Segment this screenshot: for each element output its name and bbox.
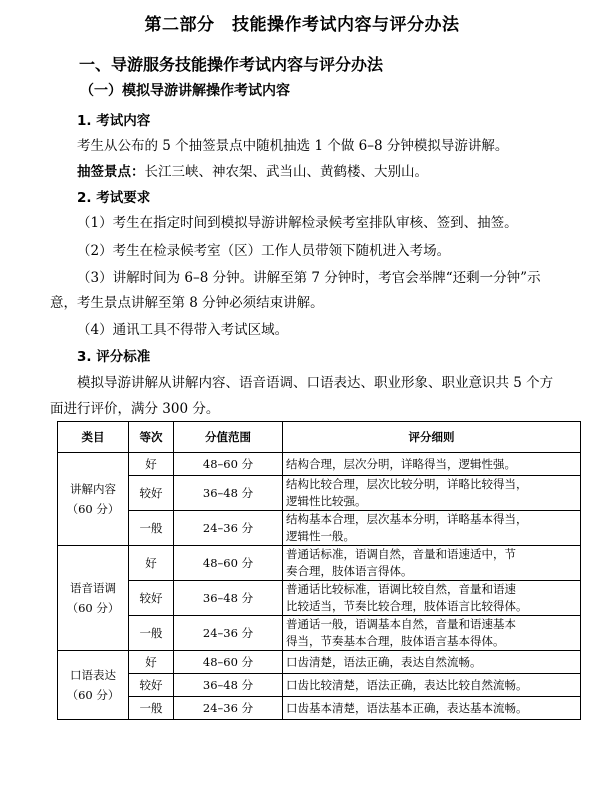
detail-cell: 口齿清楚，语法正确，表达自然流畅。 [283, 651, 581, 674]
heading-exam-content: 1. 考试内容 [77, 113, 151, 129]
header-category: 类目 [58, 422, 129, 453]
section-heading: 一、导游服务技能操作考试内容与评分办法 [79, 55, 384, 74]
table-row [58, 453, 581, 476]
range-cell: 36–48 分 [174, 581, 283, 616]
heading-scoring: 3. 评分标准 [77, 349, 151, 365]
range-cell: 48–60 分 [174, 453, 283, 476]
heading-exam-requirements: 2. 考试要求 [77, 190, 151, 206]
table-row [58, 581, 581, 616]
grade-cell: 较好 [129, 674, 174, 697]
category-cell: 口语表达 （60 分） [58, 651, 129, 720]
table-header-row [58, 422, 581, 453]
range-cell: 36–48 分 [174, 674, 283, 697]
table-row [58, 616, 581, 651]
header-range: 分值范围 [174, 422, 283, 453]
grade-cell: 较好 [129, 476, 174, 511]
spots-list: 长江三峡、神农架、武当山、黄鹤楼、大别山。 [144, 164, 428, 180]
header-grade: 等次 [129, 422, 174, 453]
table-row [58, 674, 581, 697]
range-cell: 24–36 分 [174, 616, 283, 651]
detail-cell: 普通话标准，语调自然，音量和语速适中，节 奏合理，肢体语言得体。 [283, 546, 581, 581]
grade-cell: 一般 [129, 511, 174, 546]
table-row [58, 511, 581, 546]
grade-cell: 较好 [129, 581, 174, 616]
range-cell: 24–36 分 [174, 697, 283, 720]
requirement-1: （1）考生在指定时间到模拟导游讲解检录候考室排队审核、签到、抽签。 [77, 215, 518, 231]
detail-cell: 结构基本合理，层次基本分明，详略基本得当， 逻辑性一般。 [283, 511, 581, 546]
grade-cell: 一般 [129, 616, 174, 651]
grade-cell: 好 [129, 453, 174, 476]
detail-cell: 口齿比较清楚，语法正确，表达比较自然流畅。 [283, 674, 581, 697]
range-cell: 24–36 分 [174, 511, 283, 546]
table-row [58, 546, 581, 581]
detail-cell: 普通话一般，语调基本自然，音量和语速基本 得当，节奏基本合理，肢体语言基本得体。 [283, 616, 581, 651]
requirement-3-line-2: 意，考生景点讲解至第 8 分钟必须结束讲解。 [50, 295, 324, 311]
scoring-intro-line-2: 面进行评价，满分 300 分。 [50, 401, 220, 417]
scoring-table [57, 421, 581, 720]
detail-cell: 结构合理，层次分明，详略得当，逻辑性强。 [283, 453, 581, 476]
spots-label: 抽签景点： [77, 164, 145, 180]
grade-cell: 好 [129, 651, 174, 674]
detail-cell: 口齿基本清楚，语法基本正确，表达基本流畅。 [283, 697, 581, 720]
subsection-heading: （一）模拟导游讲解操作考试内容 [80, 83, 290, 99]
paragraph-spots [77, 160, 428, 180]
table-row [58, 476, 581, 511]
grade-cell: 好 [129, 546, 174, 581]
range-cell: 48–60 分 [174, 651, 283, 674]
table-row [58, 697, 581, 720]
category-cell: 讲解内容 （60 分） [58, 453, 129, 546]
requirement-2: （2）考生在检录候考室（区）工作人员带领下随机进入考场。 [77, 243, 451, 259]
scoring-intro-line-1: 模拟导游讲解从讲解内容、语音语调、口语表达、职业形象、职业意识共 5 个方 [77, 375, 554, 391]
paragraph-exam-content: 考生从公布的 5 个抽签景点中随机抽选 1 个做 6–8 分钟模拟导游讲解。 [77, 138, 509, 154]
grade-cell: 一般 [129, 697, 174, 720]
requirement-3-line-1: （3）讲解时间为 6–8 分钟。讲解至第 7 分钟时，考官会举牌“还剩一分钟”示 [77, 270, 541, 286]
range-cell: 36–48 分 [174, 476, 283, 511]
range-cell: 48–60 分 [174, 546, 283, 581]
page-title: 第二部分 技能操作考试内容与评分办法 [144, 15, 460, 35]
header-detail: 评分细则 [283, 422, 581, 453]
detail-cell: 普通话比较标准，语调比较自然，音量和语速 比较适当，节奏比较合理，肢体语言比较得体。 [283, 581, 581, 616]
table-row [58, 651, 581, 674]
requirement-4: （4）通讯工具不得带入考试区域。 [77, 322, 289, 338]
category-cell: 语音语调 （60 分） [58, 546, 129, 651]
detail-cell: 结构比较合理，层次比较分明，详略比较得当， 逻辑性比较强。 [283, 476, 581, 511]
